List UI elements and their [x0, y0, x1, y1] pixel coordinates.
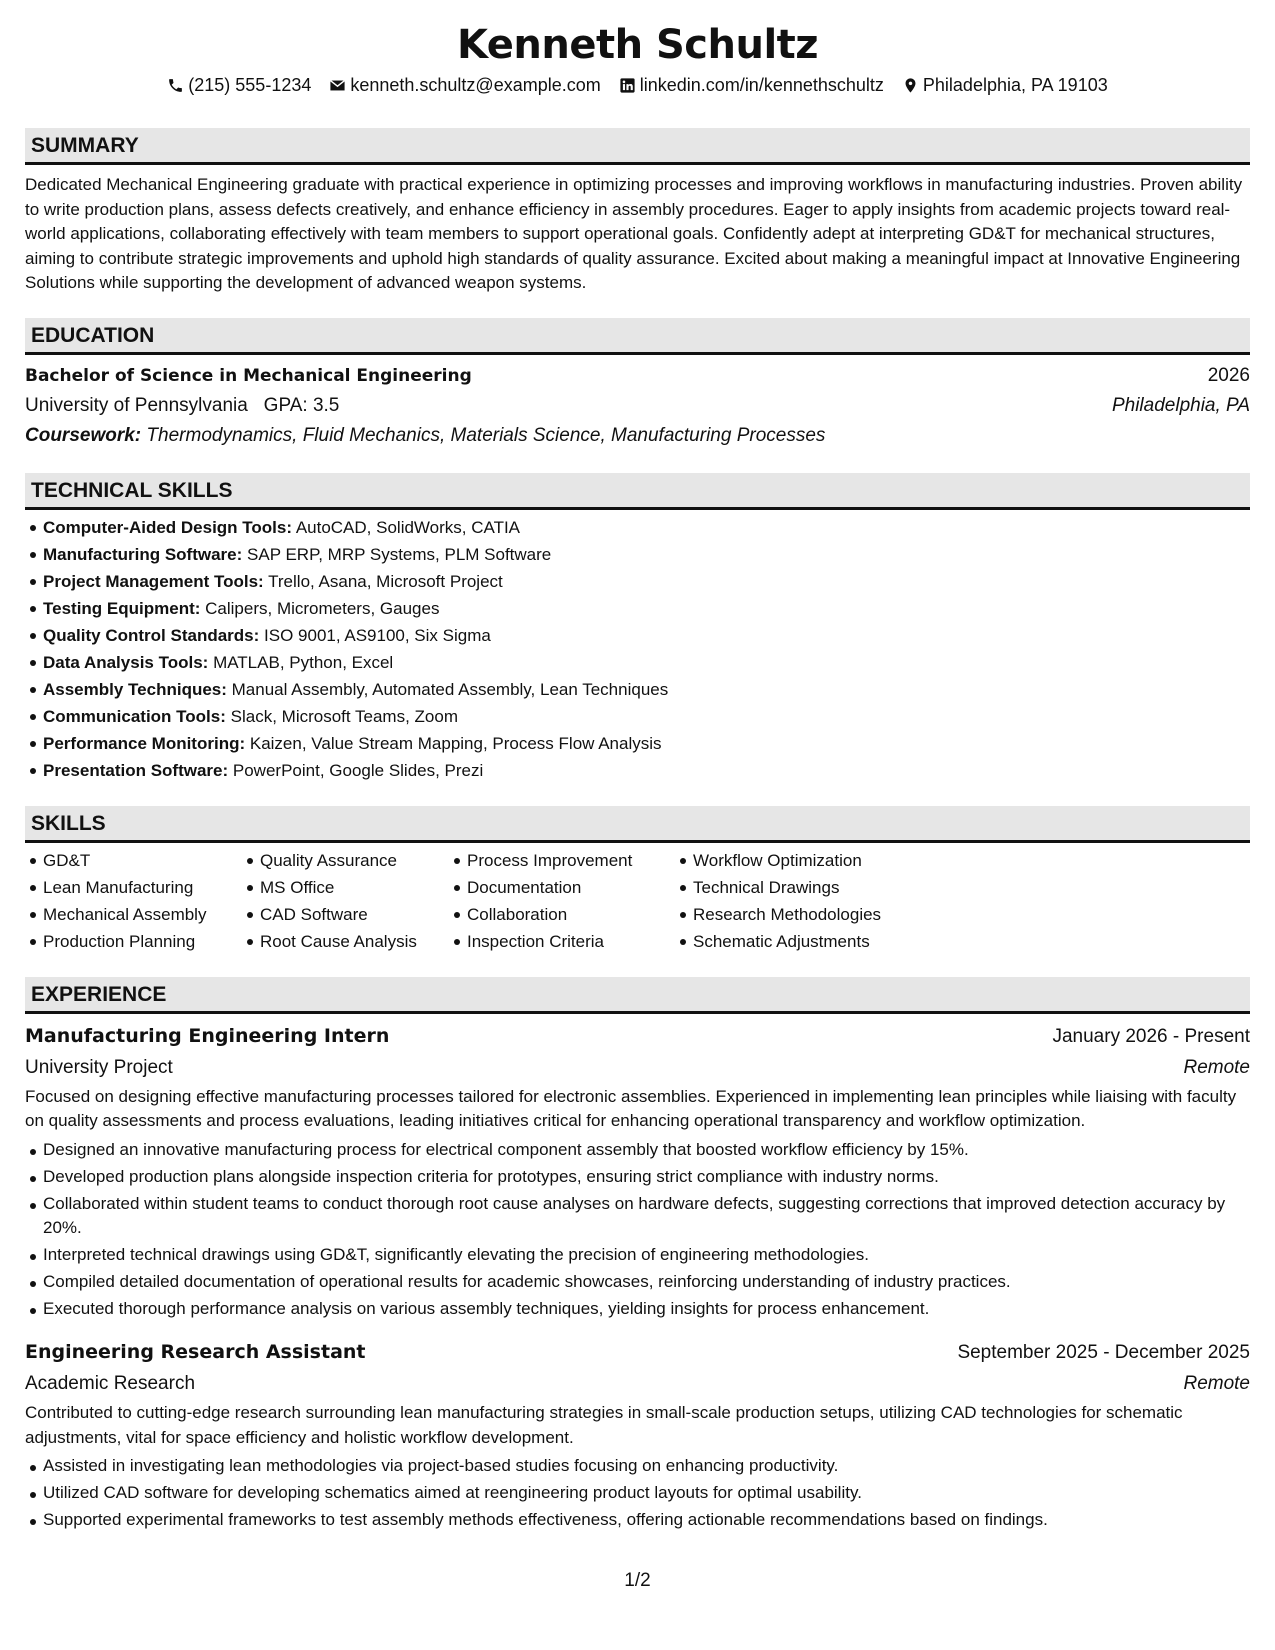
list-item	[43, 676, 1250, 703]
job-org: University Project	[25, 1056, 173, 1078]
list-item	[43, 757, 1250, 784]
skill-label: Data Analysis Tools:	[43, 652, 209, 672]
skill-value: SAP ERP, MRP Systems, PLM Software	[247, 544, 552, 564]
list-item: Utilized CAD software for developing schematics aimed at reengineering product layouts for optimal usability.	[43, 1481, 1250, 1508]
gpa: GPA: 3.5	[263, 394, 340, 416]
list-item: Assisted in investigating lean methodologies via project-based studies focusing on enhancing productivity.	[43, 1454, 1250, 1481]
list-item: Quality Assurance	[260, 847, 449, 874]
degree: Bachelor of Science in Mechanical Engineering	[25, 365, 472, 386]
linkedin-text[interactable]: linkedin.com/in/kennethschultz	[639, 75, 884, 95]
skill-label: Performance Monitoring:	[43, 733, 246, 753]
skill-value: ISO 9001, AS9100, Six Sigma	[264, 625, 491, 645]
skill-label: Manufacturing Software:	[43, 544, 243, 564]
list-item	[43, 568, 1250, 595]
skill-value: Trello, Asana, Microsoft Project	[268, 571, 503, 591]
section-heading: EXPERIENCE	[25, 977, 1250, 1014]
list-item	[43, 595, 1250, 622]
coursework-list: Thermodynamics, Fluid Mechanics, Materials Science, Manufacturing Processes	[146, 424, 826, 446]
skill-label: Communication Tools:	[43, 706, 226, 726]
skill-label: Testing Equipment:	[43, 598, 201, 618]
contact-linkedin[interactable]	[619, 72, 884, 98]
job-location: Remote	[1183, 1373, 1250, 1394]
job-description: Focused on designing effective manufacturing processes tailored for electronic assemblies. Experienced in implementing lean principles while liaising with faculty on quality assessments and process evaluations, leading initiatives critical for enhancing operational transparency and workflow optimization.	[25, 1086, 1237, 1130]
technical-skills-section	[25, 473, 1250, 784]
school-and-gpa	[25, 391, 339, 421]
summary-section	[25, 128, 1250, 296]
list-item: Production Planning	[43, 928, 242, 955]
email-text[interactable]: kenneth.schultz@example.com	[350, 75, 601, 95]
job-title: Manufacturing Engineering Intern	[25, 1024, 390, 1047]
technical-skills-list	[25, 514, 1250, 784]
envelope-icon	[329, 77, 346, 94]
job-description: Contributed to cutting-edge research surrounding lean manufacturing strategies in small-scale production setups, utilizing CAD technologies for schematic adjustments, vital for space efficiency and holistic workflow development.	[25, 1403, 1183, 1447]
job-bullets	[25, 1138, 1250, 1325]
section-heading: SKILLS	[25, 806, 1250, 843]
list-item: Supported experimental frameworks to test assembly methods effectiveness, offering actionable recommendations based on findings.	[43, 1508, 1250, 1535]
list-item: Process Improvement	[467, 847, 675, 874]
job-title: Engineering Research Assistant	[25, 1341, 366, 1363]
list-item	[43, 622, 1250, 649]
section-heading: EDUCATION	[25, 318, 1250, 355]
list-item: Workflow Optimization	[693, 847, 923, 874]
list-item: Schematic Adjustments	[693, 928, 923, 955]
skills-grid	[25, 847, 1250, 955]
job-bullets	[25, 1454, 1250, 1535]
summary-text: Dedicated Mechanical Engineering graduate with practical experience in optimizing processes and improving workflows in manufacturing industries. Proven ability to write production plans, assess defects creatively, and enhance efficiency in assembly procedures. Eager to apply insights from academic projects toward real-world applications, collaborating effectively with team members to support operational goals. Confidently adept at interpreting GD&T for mechanical structures, aiming to contribute strategic improvements and uphold high standards of quality assurance. Excited about making a meaningful impact at Innovative Engineering Solutions while supporting the development of advanced weapon systems.	[25, 175, 1243, 292]
skills-column	[25, 847, 242, 955]
skill-label: Assembly Techniques:	[43, 679, 227, 699]
contact-bar	[25, 72, 1250, 98]
job-org: Academic Research	[25, 1373, 196, 1394]
list-item: MS Office	[260, 874, 449, 901]
skill-value: PowerPoint, Google Slides, Prezi	[232, 760, 484, 780]
list-item: CAD Software	[260, 901, 449, 928]
phone-icon	[167, 77, 184, 94]
skill-value: Calipers, Micrometers, Gauges	[205, 598, 440, 618]
list-item: Lean Manufacturing	[43, 874, 242, 901]
phone-text: (215) 555-1234	[188, 75, 312, 95]
skills-section	[25, 806, 1250, 955]
job-dates: January 2026 - Present	[1052, 1025, 1250, 1047]
list-item: Designed an innovative manufacturing process for electrical component assembly that boosted workflow efficiency by 15%.	[43, 1138, 1250, 1165]
skills-column	[242, 847, 449, 955]
list-item: GD&T	[43, 847, 242, 874]
list-item: Root Cause Analysis	[260, 928, 449, 955]
coursework	[25, 421, 1250, 451]
section-heading: TECHNICAL SKILLS	[25, 473, 1250, 510]
school: University of Pennsylvania	[25, 394, 248, 416]
contact-location	[902, 72, 1108, 98]
contact-phone	[167, 72, 311, 98]
skill-label: Quality Control Standards:	[43, 625, 260, 645]
list-item: Executed thorough performance analysis on various assembly techniques, yielding insights for process enhancement.	[43, 1297, 1250, 1324]
skill-label: Computer-Aided Design Tools:	[43, 517, 293, 537]
skill-value: Manual Assembly, Automated Assembly, Lean Techniques	[231, 679, 669, 699]
education-section	[25, 318, 1250, 451]
list-item	[43, 703, 1250, 730]
candidate-name: Kenneth Schultz	[456, 22, 819, 68]
list-item: Interpreted technical drawings using GD&T, significantly elevating the precision of engineering methodologies.	[43, 1243, 1250, 1270]
list-item: Mechanical Assembly	[43, 901, 242, 928]
school-location: Philadelphia, PA	[1111, 394, 1250, 416]
list-item	[43, 541, 1250, 568]
list-item	[43, 514, 1250, 541]
list-item: Documentation	[467, 874, 675, 901]
list-item: Collaborated within student teams to conduct thorough root cause analyses on hardware defects, suggesting corrections that improved detection accuracy by 20%.	[43, 1192, 1250, 1244]
resume-page	[25, 20, 1250, 1535]
skill-value: Slack, Microsoft Teams, Zoom	[230, 706, 458, 726]
job-dates: September 2025 - December 2025	[957, 1342, 1250, 1363]
page-number: 1/2	[624, 1570, 651, 1591]
job-location: Remote	[1183, 1056, 1250, 1078]
list-item: Inspection Criteria	[467, 928, 675, 955]
list-item	[43, 649, 1250, 676]
location-text: Philadelphia, PA 19103	[922, 75, 1108, 95]
linkedin-icon	[619, 77, 636, 94]
skills-column	[675, 847, 923, 955]
skill-value: AutoCAD, SolidWorks, CATIA	[295, 517, 521, 537]
list-item	[43, 730, 1250, 757]
skill-value: Kaizen, Value Stream Mapping, Process Flow Analysis	[249, 733, 662, 753]
section-heading: SUMMARY	[25, 128, 1250, 165]
list-item: Collaboration	[467, 901, 675, 928]
skill-value: MATLAB, Python, Excel	[213, 652, 394, 672]
skill-label: Presentation Software:	[43, 760, 229, 780]
skill-label: Project Management Tools:	[43, 571, 264, 591]
coursework-label: Coursework:	[25, 424, 142, 446]
experience-entry	[25, 1020, 1250, 1325]
list-item: Technical Drawings	[693, 874, 923, 901]
skills-column	[449, 847, 675, 955]
experience-entry	[25, 1336, 1250, 1535]
experience-section	[25, 977, 1250, 1536]
education-entry	[25, 361, 1250, 451]
contact-email[interactable]	[329, 72, 600, 98]
list-item: Developed production plans alongside inspection criteria for prototypes, ensuring strict compliance with industry norms.	[43, 1165, 1250, 1192]
map-pin-icon	[902, 77, 919, 94]
list-item: Research Methodologies	[693, 901, 923, 928]
graduation-year: 2026	[1207, 364, 1250, 386]
list-item: Compiled detailed documentation of operational results for academic showcases, reinforcing understanding of industry practices.	[43, 1270, 1250, 1297]
